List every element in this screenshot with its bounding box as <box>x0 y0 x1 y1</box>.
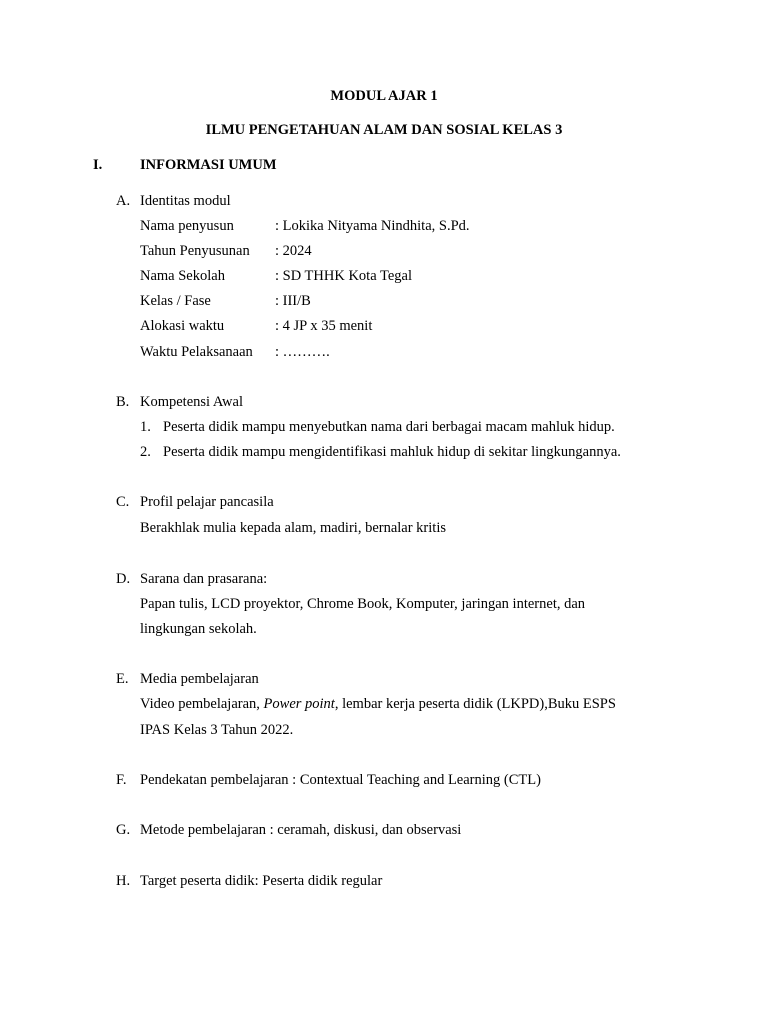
document-title: MODUL AJAR 1 <box>330 88 438 104</box>
identity-value-class: : III/B <box>275 293 311 309</box>
identity-label-year: Tahun Penyusunan <box>140 243 250 259</box>
item-e-letter: E. <box>116 671 129 687</box>
item-a-heading: Identitas modul <box>140 193 231 209</box>
identity-value-author: : Lokika Nityama Nindhita, S.Pd. <box>275 218 470 234</box>
competency-text: Peserta didik mampu mengidentifikasi mahluk hidup di sekitar lingkungannya. <box>163 444 621 460</box>
item-f-text: Pendekatan pembelajaran : Contextual Teaching and Learning (CTL) <box>140 772 541 788</box>
item-d-body-line2: lingkungan sekolah. <box>140 621 257 637</box>
identity-value-allocation: : 4 JP x 35 menit <box>275 318 373 334</box>
identity-value-year: : 2024 <box>275 243 312 259</box>
identity-label-class: Kelas / Fase <box>140 293 211 309</box>
item-e-body-line1 <box>140 696 616 713</box>
item-g-letter: G. <box>116 822 131 838</box>
competency-number: 1. <box>140 419 151 435</box>
item-b-heading: Kompetensi Awal <box>140 394 243 410</box>
identity-label-allocation: Alokasi waktu <box>140 318 225 334</box>
item-d-body-line1: Papan tulis, LCD proyektor, Chrome Book, Komputer, jaringan internet, dan <box>140 596 586 612</box>
item-d-letter: D. <box>116 571 131 587</box>
section-number: I. <box>93 157 103 173</box>
identity-label-author: Nama penyusun <box>140 218 234 234</box>
item-c-body: Berakhlak mulia kepada alam, madiri, bernalar kritis <box>140 520 446 536</box>
item-e-body-line2: IPAS Kelas 3 Tahun 2022. <box>140 722 294 738</box>
item-c-letter: C. <box>116 494 130 510</box>
media-text-a: Video pembelajaran, <box>140 696 264 712</box>
media-text-italic: Power point <box>263 696 335 712</box>
item-d-heading: Sarana dan prasarana: <box>140 571 268 587</box>
competency-number: 2. <box>140 444 151 460</box>
item-h-text: Target peserta didik: Peserta didik regular <box>140 873 383 889</box>
item-h-letter: H. <box>116 873 131 889</box>
identity-label-schedule: Waktu Pelaksanaan <box>140 344 253 360</box>
identity-label-school: Nama Sekolah <box>140 268 225 284</box>
item-b-letter: B. <box>116 394 130 410</box>
document-subtitle: ILMU PENGETAHUAN ALAM DAN SOSIAL KELAS 3 <box>205 122 563 138</box>
item-c-heading: Profil pelajar pancasila <box>140 494 274 510</box>
item-f-letter: F. <box>116 772 127 788</box>
identity-value-schedule: : ………. <box>275 344 330 360</box>
item-g-text: Metode pembelajaran : ceramah, diskusi, dan observasi <box>140 822 462 838</box>
section-title: INFORMASI UMUM <box>140 157 277 173</box>
identity-value-school: : SD THHK Kota Tegal <box>275 268 412 284</box>
competency-text: Peserta didik mampu menyebutkan nama dari berbagai macam mahluk hidup. <box>163 419 615 435</box>
item-a-letter: A. <box>116 193 131 209</box>
media-text-b: , lembar kerja peserta didik (LKPD),Buku ESPS <box>334 696 616 712</box>
item-e-heading: Media pembelajaran <box>140 671 259 687</box>
